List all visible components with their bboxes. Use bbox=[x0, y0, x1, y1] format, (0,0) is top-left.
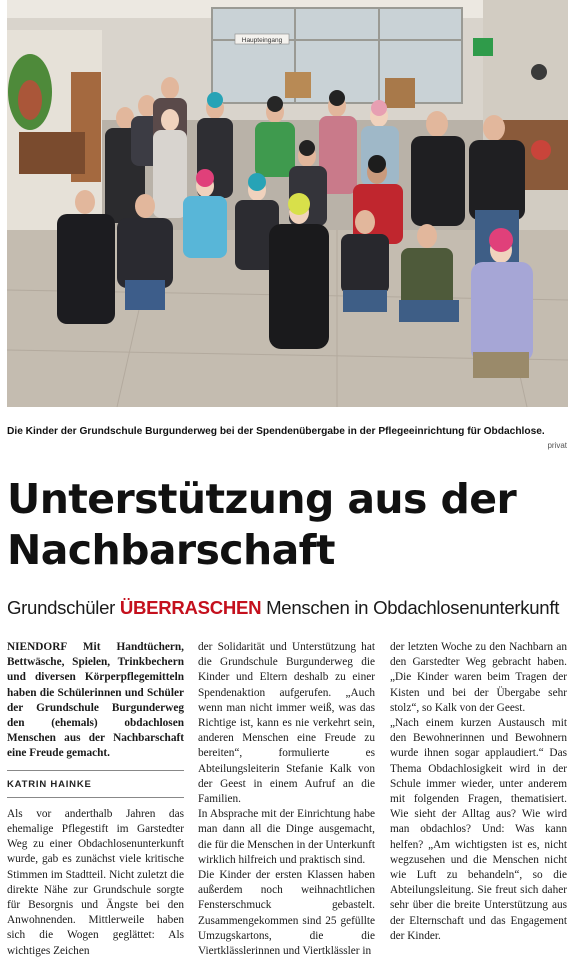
article-column-2 bbox=[198, 640, 375, 959]
column-3-paragraph-1: der letzten Woche zu den Nachbarn an den Garstedter Weg gebracht haben. „Die Kinder waren beim Tragen der Kisten und bei der Übergabe sehr stolz“, so Kalk von der Geest. bbox=[390, 641, 567, 714]
article-lead bbox=[7, 640, 184, 762]
author-divider bbox=[7, 770, 184, 771]
subheadline bbox=[7, 596, 569, 620]
column-2-paragraph-1: der Solidarität und Unterstützung hat die Grundschule Burgunderweg die Kinder und Eltern deshalb zu einer Spendenaktion aufgerufen. „Auch wenn man nicht immer weiß, was das Richtige ist, kann es nie verkehrt sein, anderen Menschen eine Freude zu bereiten“, formulierte es Abteilungsleiterin Stefanie Kalk von der Geest in einem Aufruf an die Familien. bbox=[198, 641, 375, 806]
headline-line-2: Nachbarschaft bbox=[7, 526, 335, 574]
column-1-body: Als vor anderthalb Jahren das ehemalige Pflegestift im Garstedter Weg zu einer Obdachlosenunterkunft wurde, gab es zunächst viele kritische Stimmen im Stadtteil. Nicht zuletzt die direkte Nähe zur Grundschule sorgte für Besorgnis und Ängste bei den Anwohnenden. Mittlerweile haben sich die Wogen geglättet: Als wichtiges Zeichen bbox=[7, 807, 184, 957]
photo-credit: privat bbox=[547, 441, 567, 450]
column-3-paragraph-2: „Nach einem kurzen Austausch mit den Bewohnerinnen und Bewohnern wurde ihnen sogar applaudiert.“ Das Thema Obdachlosigkeit wird in der Schule immer wieder, unter anderem mit folgenden Fragen, thematisiert. Wie sieht der Alltag aus? Wie wird man obdachlos? Und: Was kann helfen? „Am wichtigsten ist es, nicht wegzusehen und die Menschen nicht wie Luft zu behandeln“, so die Abteilungsleitung. Sie freut sich daher sehr über die breite Unterstützung aus der Elternschaft und das Engagement der Kinder. bbox=[390, 717, 567, 942]
article-column-3 bbox=[390, 640, 567, 944]
wall-sign-text: Haupteingang bbox=[241, 37, 283, 44]
column-2-paragraph-2: In Absprache mit der Einrichtung habe man dann all die Dinge ausgemacht, die für die Menschen in der Unterkunft wirklich hilfreich und praktisch sind. bbox=[198, 808, 375, 866]
article-photo bbox=[7, 0, 568, 407]
article-column-1 bbox=[7, 640, 184, 959]
group-photo-illustration bbox=[7, 0, 568, 407]
lead-text: Mit Handtüchern, Bettwäsche, Spielen, Trinkbechern und diversen Körperpflegemitteln haben die Schülerinnen und Schüler der Grundschule Burgunderweg den (ehemals) obdachlosen Menschen aus der Nachbarschaft eine Freude gemacht. bbox=[7, 641, 184, 760]
dateline: NIENDORF bbox=[7, 641, 67, 653]
subheadline-before: Grundschüler bbox=[7, 597, 120, 618]
column-2-paragraph-3: Die Kinder der ersten Klassen haben außerdem noch weihnachtlichen Fensterschmuck gebastelt. Zusammengekommen sind 25 gefüllte Umzugskartons, die die Viertklässlerinnen und Viertklässler in bbox=[198, 869, 375, 958]
headline-line-1: Unterstützung aus der bbox=[7, 475, 517, 523]
subheadline-highlight: ÜBERRASCHEN bbox=[119, 597, 262, 618]
photo-caption: Die Kinder der Grundschule Burgunderweg bei der Spendenübergabe in der Pflegeeinrichtung für Obdachlose. bbox=[7, 426, 545, 437]
subheadline-after: Menschen in Obdachlosenunterkunft bbox=[261, 597, 560, 618]
headline bbox=[7, 474, 569, 576]
author-byline: KATRIN HAINKE bbox=[7, 777, 184, 798]
